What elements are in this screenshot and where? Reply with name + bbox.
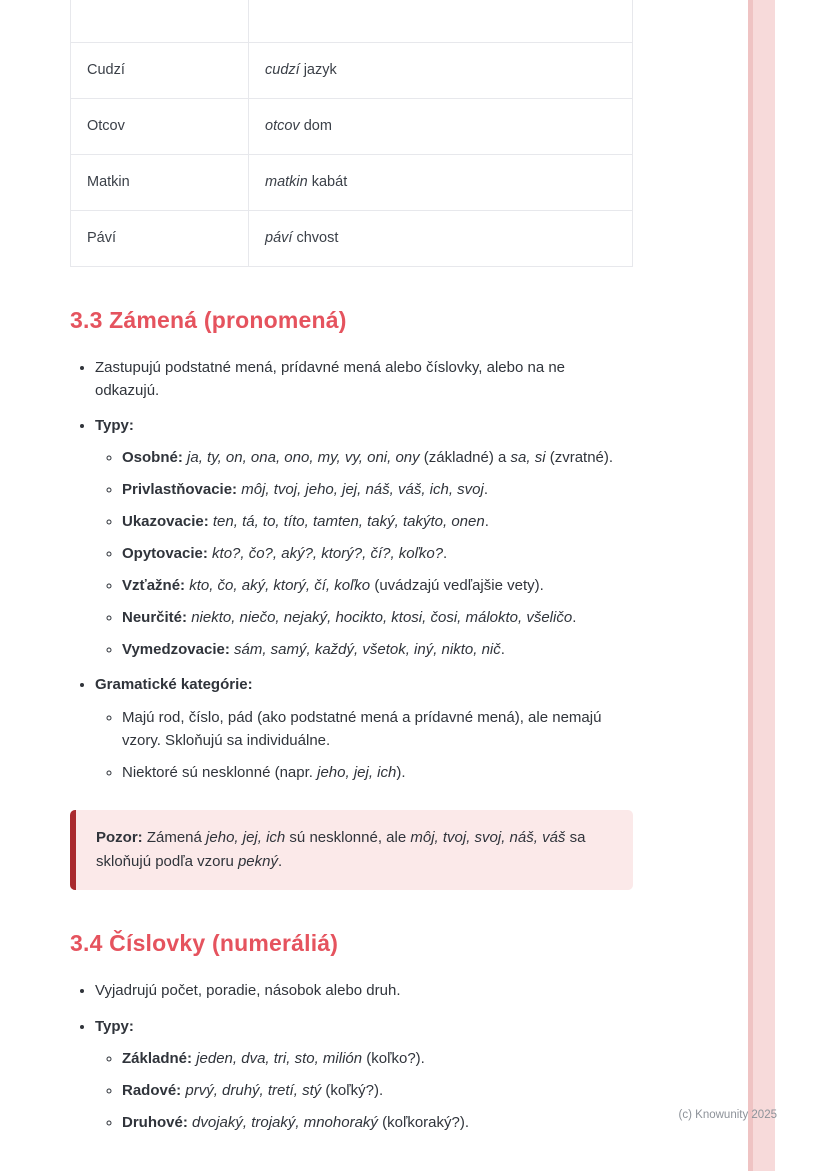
types-label: Typy: bbox=[95, 1017, 134, 1035]
list-item-grammar-categories bbox=[95, 673, 633, 783]
types-label: Typy: bbox=[95, 416, 134, 434]
section-heading-3-3: 3.3 Zámená (pronomená) bbox=[70, 306, 347, 333]
copyright-watermark: (c) Knowunity 2025 bbox=[678, 1109, 777, 1121]
numerals-list bbox=[70, 979, 633, 1133]
list-item: ◦ Druhové: dvojaký, trojaký, mnohoraký (koľkoraký?). bbox=[122, 1111, 633, 1134]
table-row-cutoff bbox=[71, 0, 633, 42]
term-cell: Cudzí bbox=[71, 42, 249, 98]
list-item: ◦ Majú rod, číslo, pád (ako podstatné mená a prídavné mená), ale nemajú vzory. Skloňujú sa individuálne. bbox=[122, 706, 633, 752]
list-item: ◦ Opytovacie: kto?, čo?, aký?, ktorý?, čí?, koľko?. bbox=[122, 542, 633, 565]
grammar-categories-label: Gramatické kategórie: bbox=[95, 676, 253, 694]
table-row bbox=[71, 98, 633, 154]
list-item-intro: • Zastupujú podstatné mená, prídavné mená alebo číslovky, alebo na ne odkazujú. bbox=[95, 356, 633, 402]
list-item-intro: • Vyjadrujú počet, poradie, násobok alebo druh. bbox=[95, 979, 633, 1002]
example-cell: páví chvost bbox=[249, 210, 633, 266]
list-item: ◦ Niektoré sú nesklonné (napr. jeho, jej, ich). bbox=[122, 761, 633, 784]
examples-table bbox=[70, 0, 633, 267]
list-item-types bbox=[95, 1015, 633, 1134]
term-cell: Matkin bbox=[71, 154, 249, 210]
numeral-types-list bbox=[95, 1047, 633, 1134]
section-heading-3-4: 3.4 Číslovky (numeráliá) bbox=[70, 930, 339, 957]
table-row bbox=[71, 210, 633, 266]
list-item-types bbox=[95, 414, 633, 662]
term-cell: Páví bbox=[71, 210, 249, 266]
example-cell-empty bbox=[249, 0, 633, 42]
pronouns-list bbox=[70, 356, 633, 784]
example-cell: cudzí jazyk bbox=[249, 42, 633, 98]
document-content bbox=[70, 0, 633, 1146]
example-cell: otcov dom bbox=[249, 98, 633, 154]
term-cell-empty bbox=[71, 0, 249, 42]
table-row bbox=[71, 42, 633, 98]
list-item: ◦ Vymedzovacie: sám, samý, každý, všetok, iný, nikto, nič. bbox=[122, 638, 633, 661]
example-cell: matkin kabát bbox=[249, 154, 633, 210]
grammar-categories-list bbox=[95, 706, 633, 784]
pronoun-types-list bbox=[95, 446, 633, 662]
list-item: ◦ Privlastňovacie: môj, tvoj, jeho, jej, náš, váš, ich, svoj. bbox=[122, 478, 633, 501]
list-item: ◦ Ukazovacie: ten, tá, to, títo, tamten, taký, takýto, onen. bbox=[122, 510, 633, 533]
list-item: ◦ Vzťažné: kto, čo, aký, ktorý, čí, koľko (uvádzajú vedľajšie vety). bbox=[122, 574, 633, 597]
list-item: ◦ Neurčité: niekto, niečo, nejaký, hocikto, ktosi, čosi, málokto, všeličo. bbox=[122, 606, 633, 629]
term-cell: Otcov bbox=[71, 98, 249, 154]
list-item: ◦ Základné: jeden, dva, tri, sto, milión (koľko?). bbox=[122, 1047, 633, 1070]
list-item: ◦ Osobné: ja, ty, on, ona, ono, my, vy, oni, ony (základné) a sa, si (zvratné). bbox=[122, 446, 633, 469]
page-edge-stripe bbox=[748, 0, 775, 1171]
warning-callout-text: Pozor: Zámená jeho, jej, ich sú nesklonné, ale môj, tvoj, svoj, náš, váš sa skloňujú podľa vzoru pekný. bbox=[96, 828, 586, 871]
list-item: ◦ Radové: prvý, druhý, tretí, stý (koľký?). bbox=[122, 1079, 633, 1102]
table-row bbox=[71, 154, 633, 210]
page-edge-stripe-line bbox=[748, 0, 753, 1171]
warning-callout bbox=[70, 810, 633, 891]
examples-table-body bbox=[71, 0, 633, 266]
